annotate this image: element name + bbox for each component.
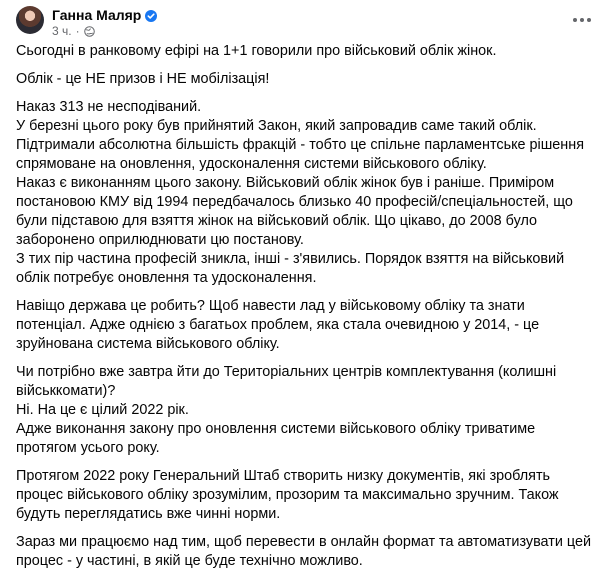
author-line <box>52 7 157 23</box>
author-name[interactable]: Ганна Маляр <box>52 7 142 23</box>
post-meta <box>52 24 95 38</box>
post-paragraph-4: Навіщо держава це робить? Щоб навести лад у військовому обліку та знати потенціал. Адже однією з багатьох проблем, яка стала очевидною у 2014, - це зруйнована система військового обліку. <box>16 298 540 352</box>
post-paragraph-2: Облік - це НЕ призов і НЕ мобілізація! <box>16 71 270 87</box>
post-paragraph-6: Протягом 2022 року Генеральний Штаб створить низку документів, які зроблять процес військового обліку зрозумілим, прозорим та максимально зручним. Також будуть переглядатись вже чинні норми. <box>16 468 559 522</box>
more-options-button[interactable] <box>567 8 597 32</box>
more-dots-icon <box>572 17 592 23</box>
globe-icon[interactable] <box>84 26 95 37</box>
avatar[interactable] <box>16 6 44 34</box>
post-text <box>16 42 595 571</box>
post-time[interactable]: 3 ч. <box>52 24 72 38</box>
post-header <box>16 6 593 40</box>
post-paragraph-3: Наказ 313 не несподіваний. У березні цього року був прийнятий Закон, який запровадив саме такий облік. Підтримали абсолютна більшість фракцій - тобто це спільне парламентське рішення спрямоване на оновлення, удосконалення системи військового обліку. Наказ є виконанням цього закону. Військовий облік жінок був і раніше. Приміром постановою КМУ від 1994 передбачалось близько 40 професій/спеціальностей, що були підставою для взяття жінок на військовий облік. Що цікаво, до 2008 було заборонено оприлюднювати цю постанову. З тих пір частина професій зникла, інші - з'явились. Порядок взяття на військовий облік потребує оновлення та удосконалення. <box>16 99 584 286</box>
post-paragraph-1: Сьогодні в ранковому ефірі на 1+1 говорили про військовий облік жінок. <box>16 43 497 59</box>
verified-badge-icon <box>145 9 157 21</box>
post-paragraph-5: Чи потрібно вже завтра йти до Територіальних центрів комплектування (колишні військкомати)? Ні. На це є цілий 2022 рік. Адже виконання закону про оновлення системи військового обліку триватиме протягом усього року. <box>16 364 557 456</box>
post-paragraph-7: Зараз ми працюємо над тим, щоб перевести в онлайн формат та автоматизувати цей процес - у частині, в якій це буде технічно можливо. <box>16 534 591 569</box>
meta-separator: · <box>75 24 80 38</box>
